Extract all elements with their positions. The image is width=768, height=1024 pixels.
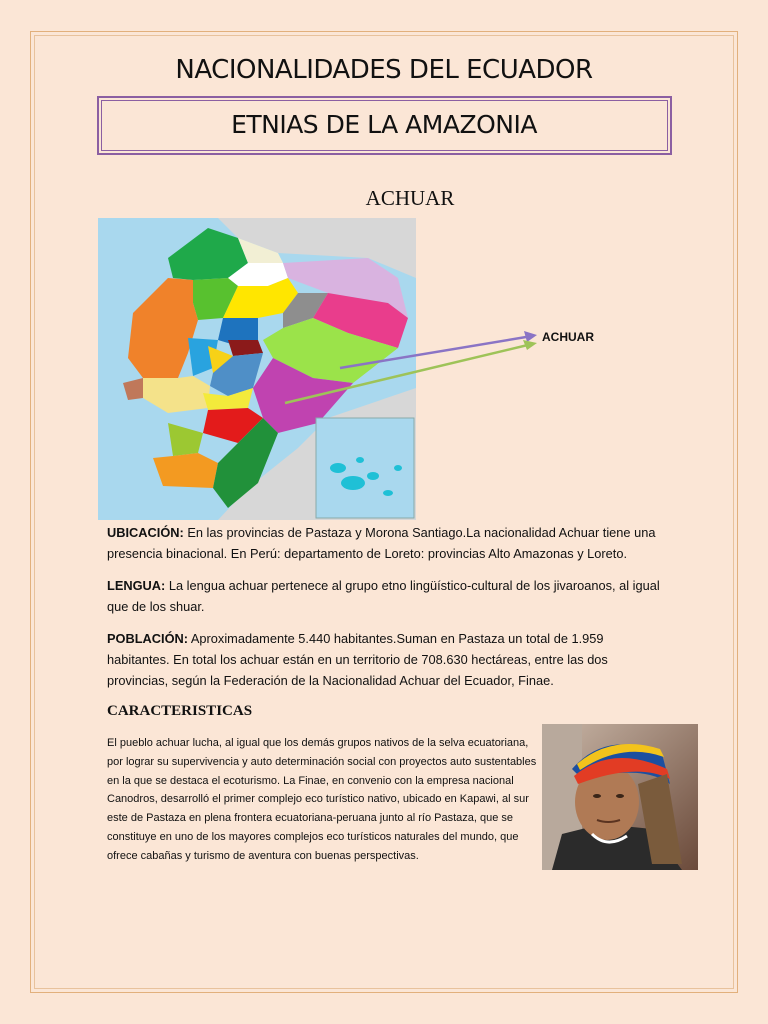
poblacion-paragraph	[107, 628, 667, 691]
ubicacion-paragraph	[107, 522, 667, 564]
lengua-text: La lengua achuar pertenece al grupo etno lingüístico-cultural de los jivaroanos, al igual que de los shuar.	[107, 578, 660, 614]
ecuador-map	[98, 218, 416, 520]
boxed-title: ETNIAS DE LA AMAZONIA	[231, 110, 537, 139]
map-pointer-label: ACHUAR	[542, 330, 594, 344]
caracteristicas-text: El pueblo achuar lucha, al igual que los demás grupos nativos de la selva ecuatoriana, por lograr su supervivencia y auto determinación social con proyectos auto sustentables en la que se destaca el ecoturismo. La Finae, en convenio con la empresa nacional Canodros, desarrolló el primer complejo eco turístico nativo, ubicado en Kapawi, al sur este de Pastaza en plena frontera ecuatoriana-peruana junto al río Pastaza, que se constituye en uno de los mayores complejos eco turísticos naturales del mundo, que ofrece cabañas y turismo de aventura con buenas perspectivas.	[107, 737, 537, 862]
prov-loja	[153, 453, 218, 488]
page-title: NACIONALIDADES DEL ECUADOR	[175, 55, 593, 85]
section-subtitle: ACHUAR	[365, 186, 455, 210]
lengua-paragraph	[107, 575, 667, 617]
ubicacion-text: En las provincias de Pastaza y Morona Santiago.La nacionalidad Achuar tiene una presencia binacional. En Perú: departamento de Loreto: provincias Alto Amazonas y Loreto.	[107, 525, 656, 561]
caracteristicas-heading: CARACTERISTICAS	[107, 703, 253, 719]
lengua-label: LENGUA:	[107, 578, 166, 593]
poblacion-label: POBLACIÓN:	[107, 631, 189, 646]
poblacion-text: Aproximadamente 5.440 habitantes.Suman en Pastaza un total de 1.959 habitantes. En total los achuar están en un territorio de 708.630 hectáreas, entre las dos provincias, según la Federación de la Nacionalidad Achuar del Ecuador, Finae.	[107, 631, 608, 688]
achuar-elder-photo	[542, 724, 698, 870]
ubicacion-label: UBICACIÓN:	[107, 525, 184, 540]
